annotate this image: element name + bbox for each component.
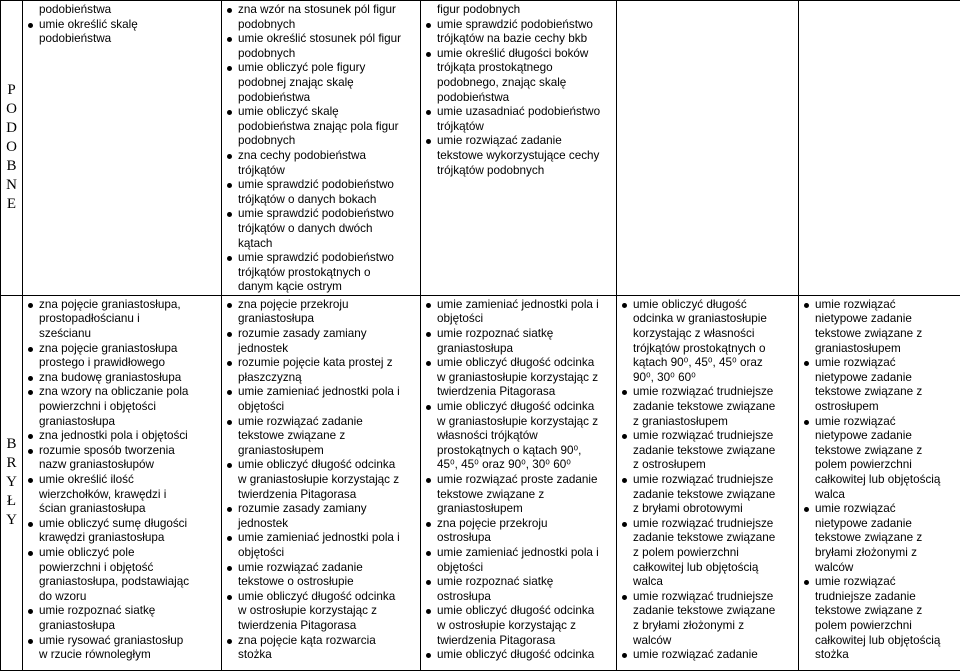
criteria-item: umie rozpoznać siatkę [424, 327, 614, 342]
criteria-item: rozumie sposób tworzenia [26, 444, 219, 459]
criteria-item-continuation: jednostek [225, 342, 418, 357]
criteria-item: umie obliczyć pole figury [225, 61, 418, 76]
criteria-item: rozumie pojęcie kata prostej z [225, 356, 418, 371]
criteria-item: zna pojęcie kąta rozwarcia [225, 634, 418, 649]
criteria-item: umie rozwiązać zadanie [424, 134, 614, 149]
criteria-item-continuation: z bryłami złożonymi z [620, 619, 796, 634]
criteria-item-continuation: kątach 90⁰, 45⁰, 45⁰ oraz [620, 356, 796, 371]
criteria-item: umie sprawdzić podobieństwo [225, 207, 418, 222]
criteria-item: rozumie zasady zamiany [225, 327, 418, 342]
criteria-item-continuation: stożka [802, 648, 958, 663]
criteria-list [26, 3, 219, 47]
criteria-item-continuation: objętości [424, 312, 614, 327]
criteria-list [620, 298, 796, 663]
criteria-item: umie rozwiązać trudniejsze [620, 385, 796, 400]
criteria-item-continuation: twierdzenia Pitagorasa [225, 619, 418, 634]
criteria-item-continuation: graniastosłupem [225, 444, 418, 459]
criteria-item: umie rozpoznać siatkę [424, 575, 614, 590]
criteria-item-continuation: podobnego, znając skalę [424, 76, 614, 91]
criteria-item-continuation: podobieństwa znając pola figur [225, 120, 418, 135]
criteria-item-continuation: figur podobnych [424, 3, 614, 18]
criteria-item-continuation: powierzchni i objętość [26, 561, 219, 576]
criteria-item-continuation: tekstowe o ostrosłupie [225, 575, 418, 590]
criteria-cell [421, 1, 617, 296]
criteria-item: umie rozwiązać proste zadanie [424, 473, 614, 488]
grade-letters [1, 435, 22, 530]
criteria-cell [23, 1, 222, 296]
criteria-item-continuation: polem powierzchni [802, 458, 958, 473]
criteria-item-continuation: tekstowe związane z [802, 385, 958, 400]
criteria-item-continuation: walca [802, 488, 958, 503]
criteria-item-continuation: całkowitej lub objętością [802, 634, 958, 649]
criteria-item-continuation: podobnej znając skalę [225, 76, 418, 91]
criteria-item-continuation: objętości [225, 400, 418, 415]
criteria-item-continuation: podobnych [225, 134, 418, 149]
criteria-item: umie rozwiązać [802, 502, 958, 517]
criteria-item: umie rozwiązać trudniejsze [620, 429, 796, 444]
grade-letter: O [1, 100, 22, 119]
criteria-item: zna wzory na obliczanie pola [26, 385, 219, 400]
criteria-item-continuation: zadanie tekstowe związane [620, 488, 796, 503]
criteria-item-continuation: objętości [225, 546, 418, 561]
criteria-item-continuation: z polem powierzchni [620, 546, 796, 561]
criteria-item-continuation: tekstowe wykorzystujące cechy [424, 149, 614, 164]
criteria-item-continuation: z graniastosłupem [620, 415, 796, 430]
criteria-item: umie sprawdzić podobieństwo [225, 178, 418, 193]
criteria-item: umie określić stosunek pól figur [225, 32, 418, 47]
criteria-item-continuation: prostego i prawidłowego [26, 356, 219, 371]
criteria-cell [222, 295, 421, 670]
grade-letter: Y [1, 473, 22, 492]
criteria-cell [222, 1, 421, 296]
criteria-item-continuation: płaszczyzną [225, 371, 418, 386]
criteria-item: umie rozpoznać siatkę [26, 604, 219, 619]
grade-letters [1, 81, 22, 214]
criteria-item: umie określić ilość [26, 473, 219, 488]
criteria-item: zna pojęcie graniastosłupa [26, 342, 219, 357]
criteria-item: zna pojęcie graniastosłupa, [26, 298, 219, 313]
criteria-item-continuation: walców [802, 561, 958, 576]
criteria-item: umie obliczyć pole [26, 546, 219, 561]
criteria-list [424, 298, 614, 663]
criteria-item-continuation: ostrosłupa [424, 531, 614, 546]
criteria-item-continuation: walca [620, 575, 796, 590]
grade-letter: Y [1, 511, 22, 530]
criteria-item-continuation: prostokątnych o kątach 90⁰, [424, 444, 614, 459]
criteria-item-continuation: podobieństwa [424, 91, 614, 106]
criteria-item-continuation: trójkątów [225, 164, 418, 179]
criteria-list [424, 3, 614, 178]
grade-letter: P [1, 81, 22, 100]
criteria-item: umie sprawdzić podobieństwo [424, 18, 614, 33]
criteria-item-continuation: ścian graniastosłupa [26, 502, 219, 517]
criteria-cell [617, 1, 799, 296]
criteria-item-continuation: w graniastosłupie korzystając z [225, 473, 418, 488]
criteria-item-continuation: graniastosłupem [424, 502, 614, 517]
criteria-item: rozumie zasady zamiany [225, 502, 418, 517]
criteria-item: umie rozwiązać [802, 575, 958, 590]
criteria-item-continuation: 90⁰, 30⁰ 60⁰ [620, 371, 796, 386]
criteria-item-continuation: nietypowe zadanie [802, 517, 958, 532]
criteria-item: umie rysować graniastosłup [26, 634, 219, 649]
criteria-item-continuation: odcinka w graniastosłupie [620, 312, 796, 327]
criteria-item-continuation: trójkątów [424, 120, 614, 135]
criteria-cell [23, 295, 222, 670]
criteria-item-continuation: nietypowe zadanie [802, 371, 958, 386]
criteria-item-continuation: twierdzenia Pitagorasa [225, 488, 418, 503]
criteria-item-continuation: graniastosłupa, podstawiając [26, 575, 219, 590]
criteria-item-continuation: tekstowe związane z [802, 531, 958, 546]
criteria-item-continuation: bryłami złożonymi z [802, 546, 958, 561]
criteria-item: umie obliczyć długość [620, 298, 796, 313]
criteria-item-continuation: trójkątów o danych dwóch [225, 222, 418, 237]
criteria-item-continuation: własności trójkątów [424, 429, 614, 444]
criteria-item-continuation: tekstowe związane z [802, 327, 958, 342]
criteria-item-continuation: trójkątów podobnych [424, 164, 614, 179]
criteria-item: umie obliczyć długość odcinka [225, 458, 418, 473]
criteria-item-continuation: tekstowe związane z [225, 429, 418, 444]
criteria-item-continuation: podobnych [225, 47, 418, 62]
criteria-item-continuation: trudniejsze zadanie [802, 590, 958, 605]
criteria-item-continuation: sześcianu [26, 327, 219, 342]
criteria-item-continuation: graniastosłupa [26, 415, 219, 430]
criteria-item-continuation: całkowitej lub objętością [620, 561, 796, 576]
criteria-item: zna cechy podobieństwa [225, 149, 418, 164]
criteria-item: umie rozwiązać trudniejsze [620, 473, 796, 488]
criteria-item-continuation: trójkątów na bazie cechy bkb [424, 32, 614, 47]
criteria-item: umie obliczyć skalę [225, 105, 418, 120]
criteria-item-continuation: graniastosłupem [802, 342, 958, 357]
criteria-cell [617, 295, 799, 670]
criteria-item-continuation: korzystając z własności [620, 327, 796, 342]
grade-letter: E [1, 195, 22, 214]
criteria-list [225, 298, 418, 663]
criteria-item-continuation: do wzoru [26, 590, 219, 605]
criteria-item-continuation: ostrosłupa [424, 590, 614, 605]
criteria-item: zna pojęcie przekroju [424, 517, 614, 532]
criteria-item: umie obliczyć długość odcinka [424, 604, 614, 619]
grade-label-cell [1, 295, 23, 670]
criteria-item-continuation: stożka [225, 648, 418, 663]
criteria-item-continuation: graniastosłupa [225, 312, 418, 327]
grade-letter: B [1, 435, 22, 454]
grade-row-very-good [1, 295, 960, 670]
criteria-item: umie obliczyć długość odcinka [424, 356, 614, 371]
criteria-item-continuation: podobnych [225, 18, 418, 33]
criteria-item-continuation: trójkątów prostokątnych o [620, 342, 796, 357]
criteria-item: umie obliczyć długość odcinka [424, 648, 614, 663]
criteria-item-continuation: zadanie tekstowe związane [620, 604, 796, 619]
criteria-item-continuation: 45⁰, 45⁰ oraz 90⁰, 30⁰ 60⁰ [424, 458, 614, 473]
criteria-item-continuation: twierdzenia Pitagorasa [424, 385, 614, 400]
criteria-item: umie zamieniać jednostki pola i [225, 385, 418, 400]
criteria-item-continuation: danym kącie ostrym [225, 280, 418, 295]
criteria-item: umie określić skalę [26, 18, 219, 33]
criteria-item-continuation: walców [620, 634, 796, 649]
criteria-item-continuation: graniastosłupa [424, 342, 614, 357]
criteria-item-continuation: kątach [225, 237, 418, 252]
criteria-item-continuation: zadanie tekstowe związane [620, 444, 796, 459]
criteria-list [802, 298, 958, 663]
grade-label-cell [1, 1, 23, 296]
criteria-item-continuation: jednostek [225, 517, 418, 532]
criteria-item: umie zamieniać jednostki pola i [424, 546, 614, 561]
criteria-item-continuation: powierzchni i objętości [26, 400, 219, 415]
criteria-item-continuation: w ostrosłupie korzystając z [424, 619, 614, 634]
criteria-item: zna pojęcie przekroju [225, 298, 418, 313]
criteria-item: umie rozwiązać zadanie [225, 415, 418, 430]
criteria-item-continuation: zadanie tekstowe związane [620, 400, 796, 415]
criteria-item-continuation: z bryłami obrotowymi [620, 502, 796, 517]
criteria-item: umie rozwiązać [802, 298, 958, 313]
criteria-item-continuation: polem powierzchni [802, 619, 958, 634]
criteria-item: umie rozwiązać [802, 415, 958, 430]
criteria-item: umie określić długości boków [424, 47, 614, 62]
criteria-item-continuation: wierzchołków, krawędzi i [26, 488, 219, 503]
criteria-item: umie uzasadniać podobieństwo [424, 105, 614, 120]
criteria-item-continuation: całkowitej lub objętością [802, 473, 958, 488]
criteria-item: umie rozwiązać zadanie [225, 561, 418, 576]
criteria-list [26, 298, 219, 663]
criteria-item-continuation: twierdzenia Pitagorasa [424, 634, 614, 649]
criteria-item: umie rozwiązać trudniejsze [620, 517, 796, 532]
criteria-item-continuation: krawędzi graniastosłupa [26, 531, 219, 546]
criteria-item-continuation: zadanie tekstowe związane [620, 531, 796, 546]
criteria-item-continuation: objętości [424, 561, 614, 576]
criteria-cell [799, 1, 960, 296]
criteria-item: zna wzór na stosunek pól figur [225, 3, 418, 18]
criteria-item-continuation: w graniastosłupie korzystając z [424, 415, 614, 430]
grade-row-good [1, 1, 960, 296]
criteria-item: umie rozwiązać zadanie [620, 648, 796, 663]
criteria-item-continuation: tekstowe związane z [802, 604, 958, 619]
criteria-item: umie obliczyć długość odcinka [424, 400, 614, 415]
criteria-item-continuation: nietypowe zadanie [802, 312, 958, 327]
criteria-item: umie zamieniać jednostki pola i [225, 531, 418, 546]
criteria-cell [799, 295, 960, 670]
criteria-item-continuation: trójkąta prostokątnego [424, 61, 614, 76]
criteria-item-continuation: ostrosłupem [802, 400, 958, 415]
criteria-item-continuation: podobieństwa [26, 3, 219, 18]
grade-letter: D [1, 119, 22, 138]
criteria-item-continuation: w graniastosłupie korzystając z [424, 371, 614, 386]
criteria-item-continuation: graniastosłupa [26, 619, 219, 634]
criteria-item: umie rozwiązać [802, 356, 958, 371]
criteria-item-continuation: nietypowe zadanie [802, 429, 958, 444]
grade-letter: O [1, 138, 22, 157]
criteria-item-continuation: trójkątów o danych bokach [225, 193, 418, 208]
criteria-item-continuation: podobieństwa [225, 91, 418, 106]
criteria-item-continuation: tekstowe związane z [802, 444, 958, 459]
criteria-item: umie rozwiązać trudniejsze [620, 590, 796, 605]
grade-letter: N [1, 176, 22, 195]
criteria-item: umie obliczyć sumę długości [26, 517, 219, 532]
criteria-item-continuation: w rzucie równoległym [26, 648, 219, 663]
criteria-item-continuation: tekstowe związane z [424, 488, 614, 503]
criteria-item-continuation: w ostrosłupie korzystając z [225, 604, 418, 619]
criteria-item: umie zamieniać jednostki pola i [424, 298, 614, 313]
criteria-item: umie obliczyć długość odcinka [225, 590, 418, 605]
criteria-item-continuation: podobieństwa [26, 32, 219, 47]
criteria-item: zna budowę graniastosłupa [26, 371, 219, 386]
criteria-cell [421, 295, 617, 670]
grade-letter: B [1, 157, 22, 176]
criteria-item: zna jednostki pola i objętości [26, 429, 219, 444]
criteria-list [225, 3, 418, 295]
criteria-item-continuation: trójkątów prostokątnych o [225, 266, 418, 281]
grade-letter: R [1, 454, 22, 473]
criteria-item-continuation: nazw graniastosłupów [26, 458, 219, 473]
grade-letter: Ł [1, 492, 22, 511]
criteria-item-continuation: z ostrosłupem [620, 458, 796, 473]
criteria-item-continuation: prostopadłościanu i [26, 312, 219, 327]
criteria-item: umie sprawdzić podobieństwo [225, 251, 418, 266]
